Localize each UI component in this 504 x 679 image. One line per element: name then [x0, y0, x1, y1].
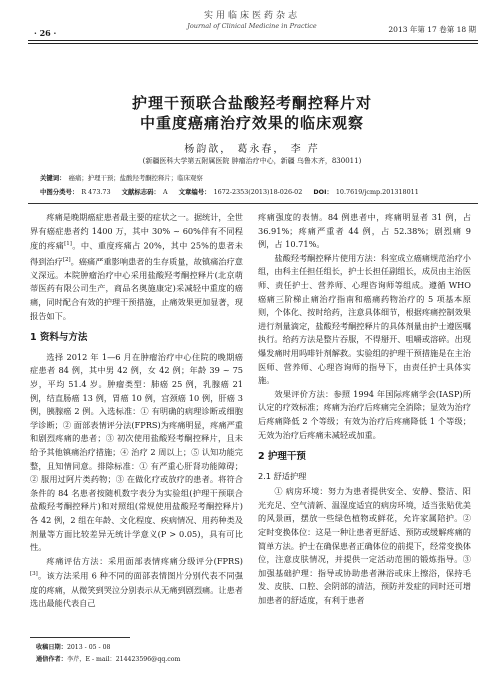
article-title-line1: 护理干预联合盐酸羟考酮控释片对 — [131, 94, 372, 112]
citation-1: [1] — [64, 241, 72, 248]
doi: 10.7619/jcmp.201318011 — [335, 188, 419, 196]
doc-code-label: 文献标志码： — [121, 188, 160, 196]
keywords-label: 关键词： — [40, 174, 66, 182]
page-number: · 26 · — [34, 28, 57, 38]
footnote-rule — [30, 637, 130, 638]
section-1-paragraph-1: 选择 2012 年 1—6 月在肿瘤治疗中心住院的晚期癌症患者 84 例，其中男 42 例，女 42 例；年龄 39 ~ 75 岁，平均 51.4 岁。肿瘤类型：肺癌 25 例，乳腺癌 21 例，结直肠癌 13 例，胃癌 10 例，宫颈癌 10 例，肝癌 3 例，胰腺癌 2 例。入选标准：① 有明确的病理诊断或细胞学诊断；② 面部表情评分法(FPRS)为疼痛明显，疼痛严重和剧烈疼痛的患者；③ 初次使用盐酸羟考酮控释片，且未给予其他镇痛治疗措施；④ 治疗 2 周以上；⑤ 认知功能完整，且知情同意。排除标准：① 有严重心肝肾功能障碍；② 服用过阿片类药物；③ 在做化疗或放疗的患者。将符合条件的 84 名患者按随机数字表分为实验组(护理干预联合盐酸羟考酮控释片)和对照组(常规使用盐酸羟考酮控释片)各 42 例，2 组在年龄、文化程度、疾病情况、用药种类及剂量等方面比较差异无统计学意义(P > 0.05)，具有可比性。 — [30, 351, 243, 553]
section-2-1-paragraph: ① 病房环境：努力为患者提供安全、安静、整洁、阳光充足、空气清新、温湿度适宜的病房环境，适当张贴优美的风景画，摆放一些绿色植物或鲜花，允许家属陪护。② 定时变换体位：这是一种让患者更舒适、预防或缓解疼痛的简单方法。护士在确保患者正确体位的前提下，经常变换体位，注意皮肤情况，并提供一定活动范围的锻炼指导。③ 加强基础护理：指导或协助患者淋浴或床上擦浴，保持毛发、皮肤、口腔、会阴部的清洁，预防并发症的同时还可增加患者的舒适度，有利于患者 — [258, 486, 471, 606]
intro-paragraph: 疼痛是晚期癌症患者最主要的症状之一。据统计，全世界有癌症患者约 1400 万，其中 30% ~ 60%伴有不同程度的疼痛[1]。中、重度疼痛占 20%，其中 25%的患者未得到治疗[2]。癌痛严重影响患者的生存质量，故镇痛治疗意义深远。本院肿瘤治疗中心采用盐酸羟考酮控释片(北京萌蒂医药有限公司生产，商品名奥施康定)采减轻中重度的癌痛，同时配合有效的护理干预措施，止痛效果更加显著，现报告如下。 — [30, 212, 243, 321]
affiliation: (新疆医科大学第五附属医院 肿瘤治疗中心，新疆 乌鲁木齐，830011) — [142, 157, 362, 165]
issue-info: 2013 年第 17 卷第 18 期 — [388, 25, 476, 34]
article-no-label: 文章编号： — [178, 188, 211, 196]
doc-code: A — [162, 188, 168, 196]
right-paragraph-3: 效果评价方法：参照 1994 年国际疼痛学会(IASP)所认定的疗效标准；疼痛为治疗后疼痛完全消除；显效为治疗后疼痛降低 2 个等级；有效为治疗后疼痛降低 1 个等级；无效为治疗后疼痛未减轻或加重。 — [258, 388, 471, 440]
clc-label: 中图分类号： — [40, 188, 79, 196]
keywords-line — [40, 173, 203, 182]
corresponding-author: 通信作者：李芹，E - mail：214423596@qq.com — [36, 656, 181, 663]
keywords: 癌痛；护理干预；盐酸羟考酮控释片；临床观察 — [68, 174, 203, 182]
right-paragraph-1: 疼痛强度的表情。84 例患者中，疼痛明显者 31 例，占 36.91%；疼痛严重者 44 例，占 52.38%；剧烈痛 9 例，占 10.71%。 — [258, 212, 471, 250]
right-column — [258, 211, 471, 608]
classification-line — [40, 187, 419, 196]
journal-title-en: Journal of Clinical Medicine in Practice — [187, 22, 317, 30]
article-title-line2: 中重度癌痛治疗效果的临床观察 — [139, 114, 364, 132]
header-rule — [28, 40, 478, 41]
section-2-heading: 2 护理干预 — [258, 451, 306, 463]
citation-2: [2] — [62, 256, 71, 263]
doi-label: DOI： — [313, 188, 333, 196]
right-paragraph-2: 盐酸羟考酮控释片使用方法：科室成立癌痛规范治疗小组，由科主任担任组长，护士长担任副组长，成员由主治医师、责任护士、营养师、心理咨询师等组成。遵循 WHO 癌痛三阶梯止痛治疗指南和癌痛药物治疗的 5 项基本原则，个体化、按时给药，注意具体细节，根据疼痛控制效果进行剂量滴定，盐酸羟考酮控释片的具体剂量由护士遵医嘱执行。给药方法是整片吞服，不得掰开、咀嚼或溶碎。出现爆发痛时用吗啡针剂解救。实验组的护理干预措施是在主治医师、营养师、心理咨询师的指导下，由责任护士具体实施。 — [258, 252, 471, 386]
section-2-1-heading: 2.1 舒适护理 — [258, 470, 307, 481]
clc-code: R 473.73 — [81, 188, 111, 196]
header-rule-thin — [28, 43, 478, 44]
meta-rule — [28, 203, 478, 204]
section-1-heading: 1 资料与方法 — [30, 332, 88, 344]
received-date: 收稿日期：2013 - 05 - 08 — [36, 644, 111, 651]
journal-title-cn: 实用临床医药杂志 — [203, 11, 300, 21]
authors: 杨韵歆， 葛永春， 李 芹 — [184, 144, 320, 155]
section-1-paragraph-2: 疼痛评估方法：采用面部表情疼痛分级评分(FPRS)[3]。该方法采用 6 种不同的面部表情图片分别代表不同强度的疼痛，从微笑到哭泣分别表示从无痛到剧烈痛。让患者选出最能代表自己 — [30, 555, 243, 609]
citation-3: [3] — [30, 571, 38, 578]
left-column — [30, 211, 243, 611]
article-no: 1672-2353(2013)18-026-02 — [213, 188, 303, 196]
